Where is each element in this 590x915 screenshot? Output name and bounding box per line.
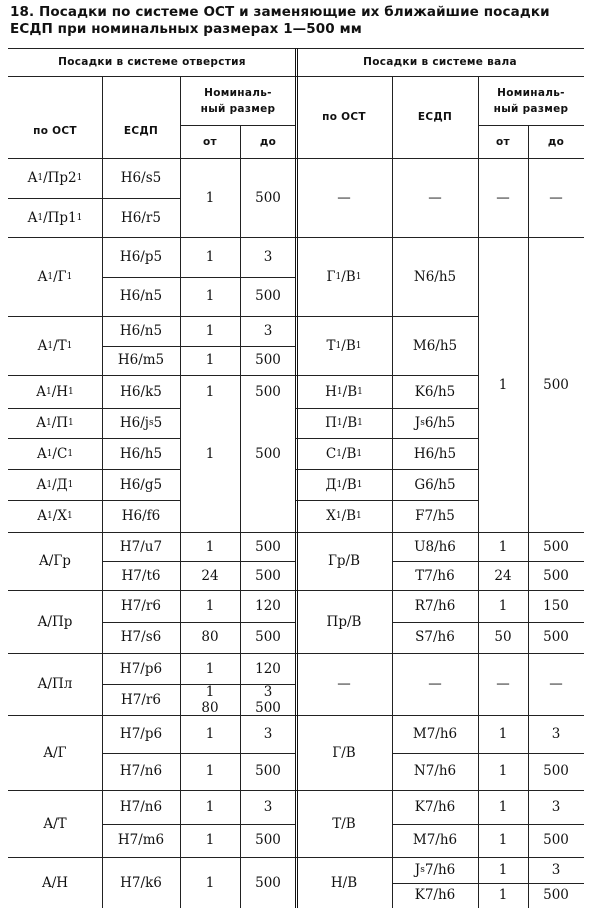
sub-row-rule <box>102 561 296 562</box>
shaft-esdp-fit: — <box>428 676 442 692</box>
header-esdp-hole: ЕСДП <box>123 125 159 137</box>
row-rule <box>8 375 180 376</box>
row-rule <box>296 532 478 533</box>
shaft-esdp-fit: M7/h6 <box>412 832 458 849</box>
hole-size-to: 500 <box>255 874 281 891</box>
row-rule <box>296 408 478 409</box>
sub-row-rule <box>392 883 584 884</box>
hole-size-to: 500 <box>255 567 281 584</box>
row-rule <box>180 857 296 858</box>
shaft-esdp-fit: U8/h6 <box>414 538 456 555</box>
hole-size-from: 1 80 <box>201 683 219 716</box>
row-rule <box>296 500 478 501</box>
hole-size-from: 1 <box>205 660 215 677</box>
hole-esdp-fit: H6/h5 <box>119 445 163 462</box>
shaft-size-to: 500 <box>543 887 569 904</box>
shaft-esdp-fit: N7/h6 <box>413 763 457 780</box>
shaft-size-to: — <box>549 676 563 692</box>
hole-size-to: 3 <box>263 322 273 339</box>
shaft-size-to: 3 <box>551 798 561 815</box>
row-rule <box>8 715 180 716</box>
shaft-esdp-fit: G6/h5 <box>414 476 456 493</box>
row-rule <box>296 469 478 470</box>
hole-size-from: 24 <box>201 567 219 584</box>
shaft-size-from: 1 <box>498 887 508 904</box>
row-rule <box>296 375 478 376</box>
shaft-size-from: 1 <box>498 538 508 555</box>
hole-esdp-fit: H6/k5 <box>120 383 162 400</box>
shaft-size-from: 1 <box>498 798 508 815</box>
system-divider <box>295 48 298 908</box>
hole-ost-fit: A 1 /С 1 <box>36 445 74 462</box>
hole-esdp-fit: H7/r6 <box>121 597 161 614</box>
sub-row-rule <box>392 824 584 825</box>
shaft-size-to: 500 <box>543 832 569 849</box>
sub-row-rule <box>102 684 296 685</box>
hole-size-from: 1 <box>205 763 215 780</box>
header-from-hole: от <box>203 135 217 148</box>
shaft-esdp-fit: K7/h6 <box>414 798 456 815</box>
hole-ost-fit: A/Пр <box>37 613 73 630</box>
hole-size-from: 1 <box>205 189 215 206</box>
shaft-esdp-fit: K7/h6 <box>414 887 456 904</box>
hole-ost-fit: A 1 /Х 1 <box>37 508 73 524</box>
row-rule <box>180 715 296 716</box>
row-rule <box>296 237 478 238</box>
row-rule <box>478 715 584 716</box>
shaft-ost-fit: Х 1 /В 1 <box>326 508 362 524</box>
hole-esdp-fit: H6/g5 <box>119 476 163 493</box>
row-rule <box>8 532 180 533</box>
hole-ost-fit: A 1 /Т 1 <box>37 337 73 354</box>
hole-esdp-fit: H7/k6 <box>120 874 162 891</box>
hole-esdp-fit: H7/r6 <box>121 691 161 708</box>
hole-esdp-fit: H6/f6 <box>121 508 161 524</box>
hole-size-to: 3 <box>263 725 273 742</box>
header-to-shaft: до <box>547 135 565 148</box>
hole-size-to: 3 500 <box>255 683 281 716</box>
row-rule <box>180 375 296 376</box>
shaft-size-from: 1 <box>498 725 508 742</box>
column-rule <box>102 76 103 908</box>
row-rule <box>296 653 478 654</box>
shaft-esdp-fit: S7/h6 <box>415 629 455 646</box>
row-rule <box>8 198 180 199</box>
shaft-size-to: 3 <box>551 725 561 742</box>
hole-size-from: 1 <box>205 725 215 742</box>
row-rule <box>296 715 478 716</box>
row-rule <box>478 790 584 791</box>
hole-size-from: 1 <box>205 597 215 614</box>
row-rule <box>180 590 296 591</box>
hole-esdp-fit: H6/n5 <box>119 288 163 305</box>
hole-esdp-fit: H6/m5 <box>117 352 165 369</box>
sub-row-rule <box>102 824 296 825</box>
row-rule <box>478 857 584 858</box>
hole-size-to: 500 <box>255 629 281 646</box>
shaft-size-from: 1 <box>498 376 508 393</box>
column-rule <box>180 76 181 908</box>
shaft-size-to: 3 <box>551 861 561 878</box>
hole-size-to: 500 <box>255 538 281 555</box>
shaft-size-from: 1 <box>498 763 508 780</box>
row-rule <box>478 653 584 654</box>
row-rule <box>478 237 584 238</box>
hole-ost-fit: A/Гр <box>39 553 71 569</box>
hole-size-from: 1 <box>205 352 215 369</box>
sub-row-rule <box>392 561 584 562</box>
hole-esdp-fit: H6/s5 <box>120 170 162 186</box>
hole-ost-fit: A 1 /П 1 <box>36 415 74 431</box>
row-rule <box>478 532 584 533</box>
hole-size-from: 1 <box>205 874 215 891</box>
hole-size-to: 500 <box>255 189 281 206</box>
hole-esdp-fit: H7/p6 <box>119 660 163 677</box>
shaft-esdp-fit: R7/h6 <box>414 597 456 614</box>
hole-size-from: 1 <box>205 832 215 849</box>
hole-ost-fit: A 1 /Пр1 1 <box>27 209 83 226</box>
page-title: 18. Посадки по системе ОСТ и заменяющие их ближайшие посадки ЕСДП при номинальных размерах 1—500 мм <box>10 4 550 37</box>
hole-size-from: 1 <box>205 383 215 400</box>
hole-size-from: 80 <box>201 629 219 646</box>
header-sub-rule <box>180 125 296 126</box>
shaft-size-from: 1 <box>498 861 508 878</box>
hole-esdp-fit: H6/j s 5 <box>119 415 163 431</box>
header-nominal-hole: Номиналь- ный размер <box>200 86 276 115</box>
shaft-ost-fit: Г/В <box>332 744 356 761</box>
header-ost-shaft: по ОСТ <box>322 111 366 123</box>
row-rule <box>8 500 180 501</box>
shaft-size-from: 24 <box>494 567 512 584</box>
shaft-ost-fit: Пр/В <box>326 613 362 630</box>
row-rule <box>8 438 180 439</box>
row-rule <box>296 857 478 858</box>
shaft-ost-fit: Н 1 /В 1 <box>325 383 363 400</box>
shaft-ost-fit: Н/В <box>330 874 358 891</box>
shaft-esdp-fit: H6/h5 <box>413 445 457 462</box>
shaft-size-to: 500 <box>543 538 569 555</box>
row-rule <box>8 408 180 409</box>
hole-ost-fit: A 1 /Г 1 <box>37 268 73 285</box>
shaft-esdp-fit: J s 7/h6 <box>414 861 456 878</box>
shaft-size-to: 500 <box>543 567 569 584</box>
hole-size-from: 1 <box>205 248 215 265</box>
shaft-size-to: 500 <box>543 629 569 646</box>
row-rule <box>180 237 296 238</box>
hole-esdp-fit: H7/u7 <box>119 538 163 555</box>
sub-row-rule <box>392 753 584 754</box>
row-rule <box>180 316 296 317</box>
shaft-size-to: 500 <box>543 763 569 780</box>
shaft-ost-fit: Гр/В <box>327 553 361 569</box>
hole-size-from: 1 <box>205 798 215 815</box>
shaft-esdp-fit: K6/h5 <box>414 383 456 400</box>
hole-esdp-fit: H7/n6 <box>119 798 163 815</box>
shaft-size-to: 500 <box>543 376 569 393</box>
header-from-shaft: от <box>496 135 510 148</box>
row-rule <box>8 857 180 858</box>
column-rule <box>240 125 241 908</box>
hole-esdp-fit: H7/p6 <box>119 725 163 742</box>
row-rule <box>8 653 180 654</box>
shaft-size-from: 50 <box>494 629 512 646</box>
sub-row-rule <box>102 753 296 754</box>
hole-size-to: 3 <box>263 798 273 815</box>
shaft-esdp-fit: — <box>428 189 442 206</box>
hole-esdp-fit: H7/m6 <box>117 832 165 849</box>
hole-size-to: 500 <box>255 445 281 462</box>
row-rule <box>180 653 296 654</box>
column-rule <box>392 76 393 908</box>
hole-size-from: 1 <box>205 322 215 339</box>
shaft-esdp-fit: N6/h5 <box>413 268 457 285</box>
hole-esdp-fit: H7/s6 <box>120 629 162 646</box>
header-esdp-shaft: ЕСДП <box>417 111 453 123</box>
shaft-esdp-fit: F7/h5 <box>415 508 455 524</box>
hole-ost-fit: A 1 /Н 1 <box>36 383 74 400</box>
hole-size-to: 120 <box>255 597 281 614</box>
shaft-ost-fit: Т 1 /В 1 <box>326 337 362 354</box>
row-rule <box>296 316 478 317</box>
row-rule <box>8 469 180 470</box>
hole-ost-fit: A/Т <box>43 815 67 832</box>
shaft-size-to: — <box>549 189 563 206</box>
header-shaft-system: Посадки в системе вала <box>363 56 517 68</box>
shaft-ost-fit: Т/В <box>332 815 356 832</box>
hole-size-to: 500 <box>255 763 281 780</box>
shaft-ost-fit: Г 1 /В 1 <box>326 268 362 285</box>
row-rule <box>8 316 180 317</box>
hole-size-to: 500 <box>255 352 281 369</box>
shaft-ost-fit: — <box>337 189 351 206</box>
sub-row-rule <box>392 622 584 623</box>
shaft-ost-fit: — <box>337 676 351 692</box>
hole-esdp-fit: H6/n5 <box>119 322 163 339</box>
hole-esdp-fit: H7/t6 <box>121 567 161 584</box>
shaft-size-from: 1 <box>498 597 508 614</box>
hole-ost-fit: A/Пл <box>37 676 73 692</box>
shaft-esdp-fit: T7/h6 <box>415 567 455 584</box>
shaft-ost-fit: П 1 /В 1 <box>325 415 363 431</box>
hole-size-to: 500 <box>255 288 281 305</box>
column-rule <box>528 125 529 908</box>
hole-size-to: 3 <box>263 248 273 265</box>
shaft-size-from: 1 <box>498 832 508 849</box>
header-to-hole: до <box>259 135 277 148</box>
row-rule <box>478 590 584 591</box>
hole-size-from: 1 <box>205 445 215 462</box>
hole-ost-fit: A 1 /Д 1 <box>36 476 74 493</box>
hole-size-to: 500 <box>255 832 281 849</box>
hole-size-to: 120 <box>255 660 281 677</box>
hole-ost-fit: A/Н <box>41 874 69 891</box>
sub-row-rule <box>102 346 296 347</box>
header-sub-rule <box>478 125 584 126</box>
shaft-esdp-fit: M7/h6 <box>412 725 458 742</box>
row-rule <box>8 237 180 238</box>
row-rule <box>296 790 478 791</box>
shaft-size-to: 150 <box>543 597 569 614</box>
hole-esdp-fit: H6/r5 <box>121 209 161 226</box>
header-ost-hole: по ОСТ <box>33 125 77 137</box>
row-rule <box>296 590 478 591</box>
hole-ost-fit: A/Г <box>43 744 67 761</box>
hole-esdp-fit: H6/p5 <box>119 248 163 265</box>
row-rule <box>296 438 478 439</box>
row-rule <box>8 790 180 791</box>
shaft-ost-fit: С 1 /В 1 <box>325 445 363 462</box>
row-rule <box>180 532 296 533</box>
shaft-ost-fit: Д 1 /В 1 <box>325 476 363 493</box>
row-rule <box>180 790 296 791</box>
header-hole-system: Посадки в системе отверстия <box>58 56 246 68</box>
shaft-size-from: — <box>496 189 510 206</box>
hole-size-to: 500 <box>255 383 281 400</box>
column-rule <box>478 76 479 908</box>
hole-size-from: 1 <box>205 288 215 305</box>
row-rule <box>8 590 180 591</box>
header-nominal-shaft: Номиналь- ный размер <box>493 86 569 115</box>
hole-esdp-fit: H7/n6 <box>119 763 163 780</box>
shaft-esdp-fit: J s 6/h5 <box>414 415 456 431</box>
hole-ost-fit: A 1 /Пр2 1 <box>27 170 83 186</box>
hole-size-from: 1 <box>205 538 215 555</box>
shaft-esdp-fit: M6/h5 <box>412 337 458 354</box>
sub-row-rule <box>102 622 296 623</box>
sub-row-rule <box>102 277 296 278</box>
shaft-size-from: — <box>496 676 510 692</box>
